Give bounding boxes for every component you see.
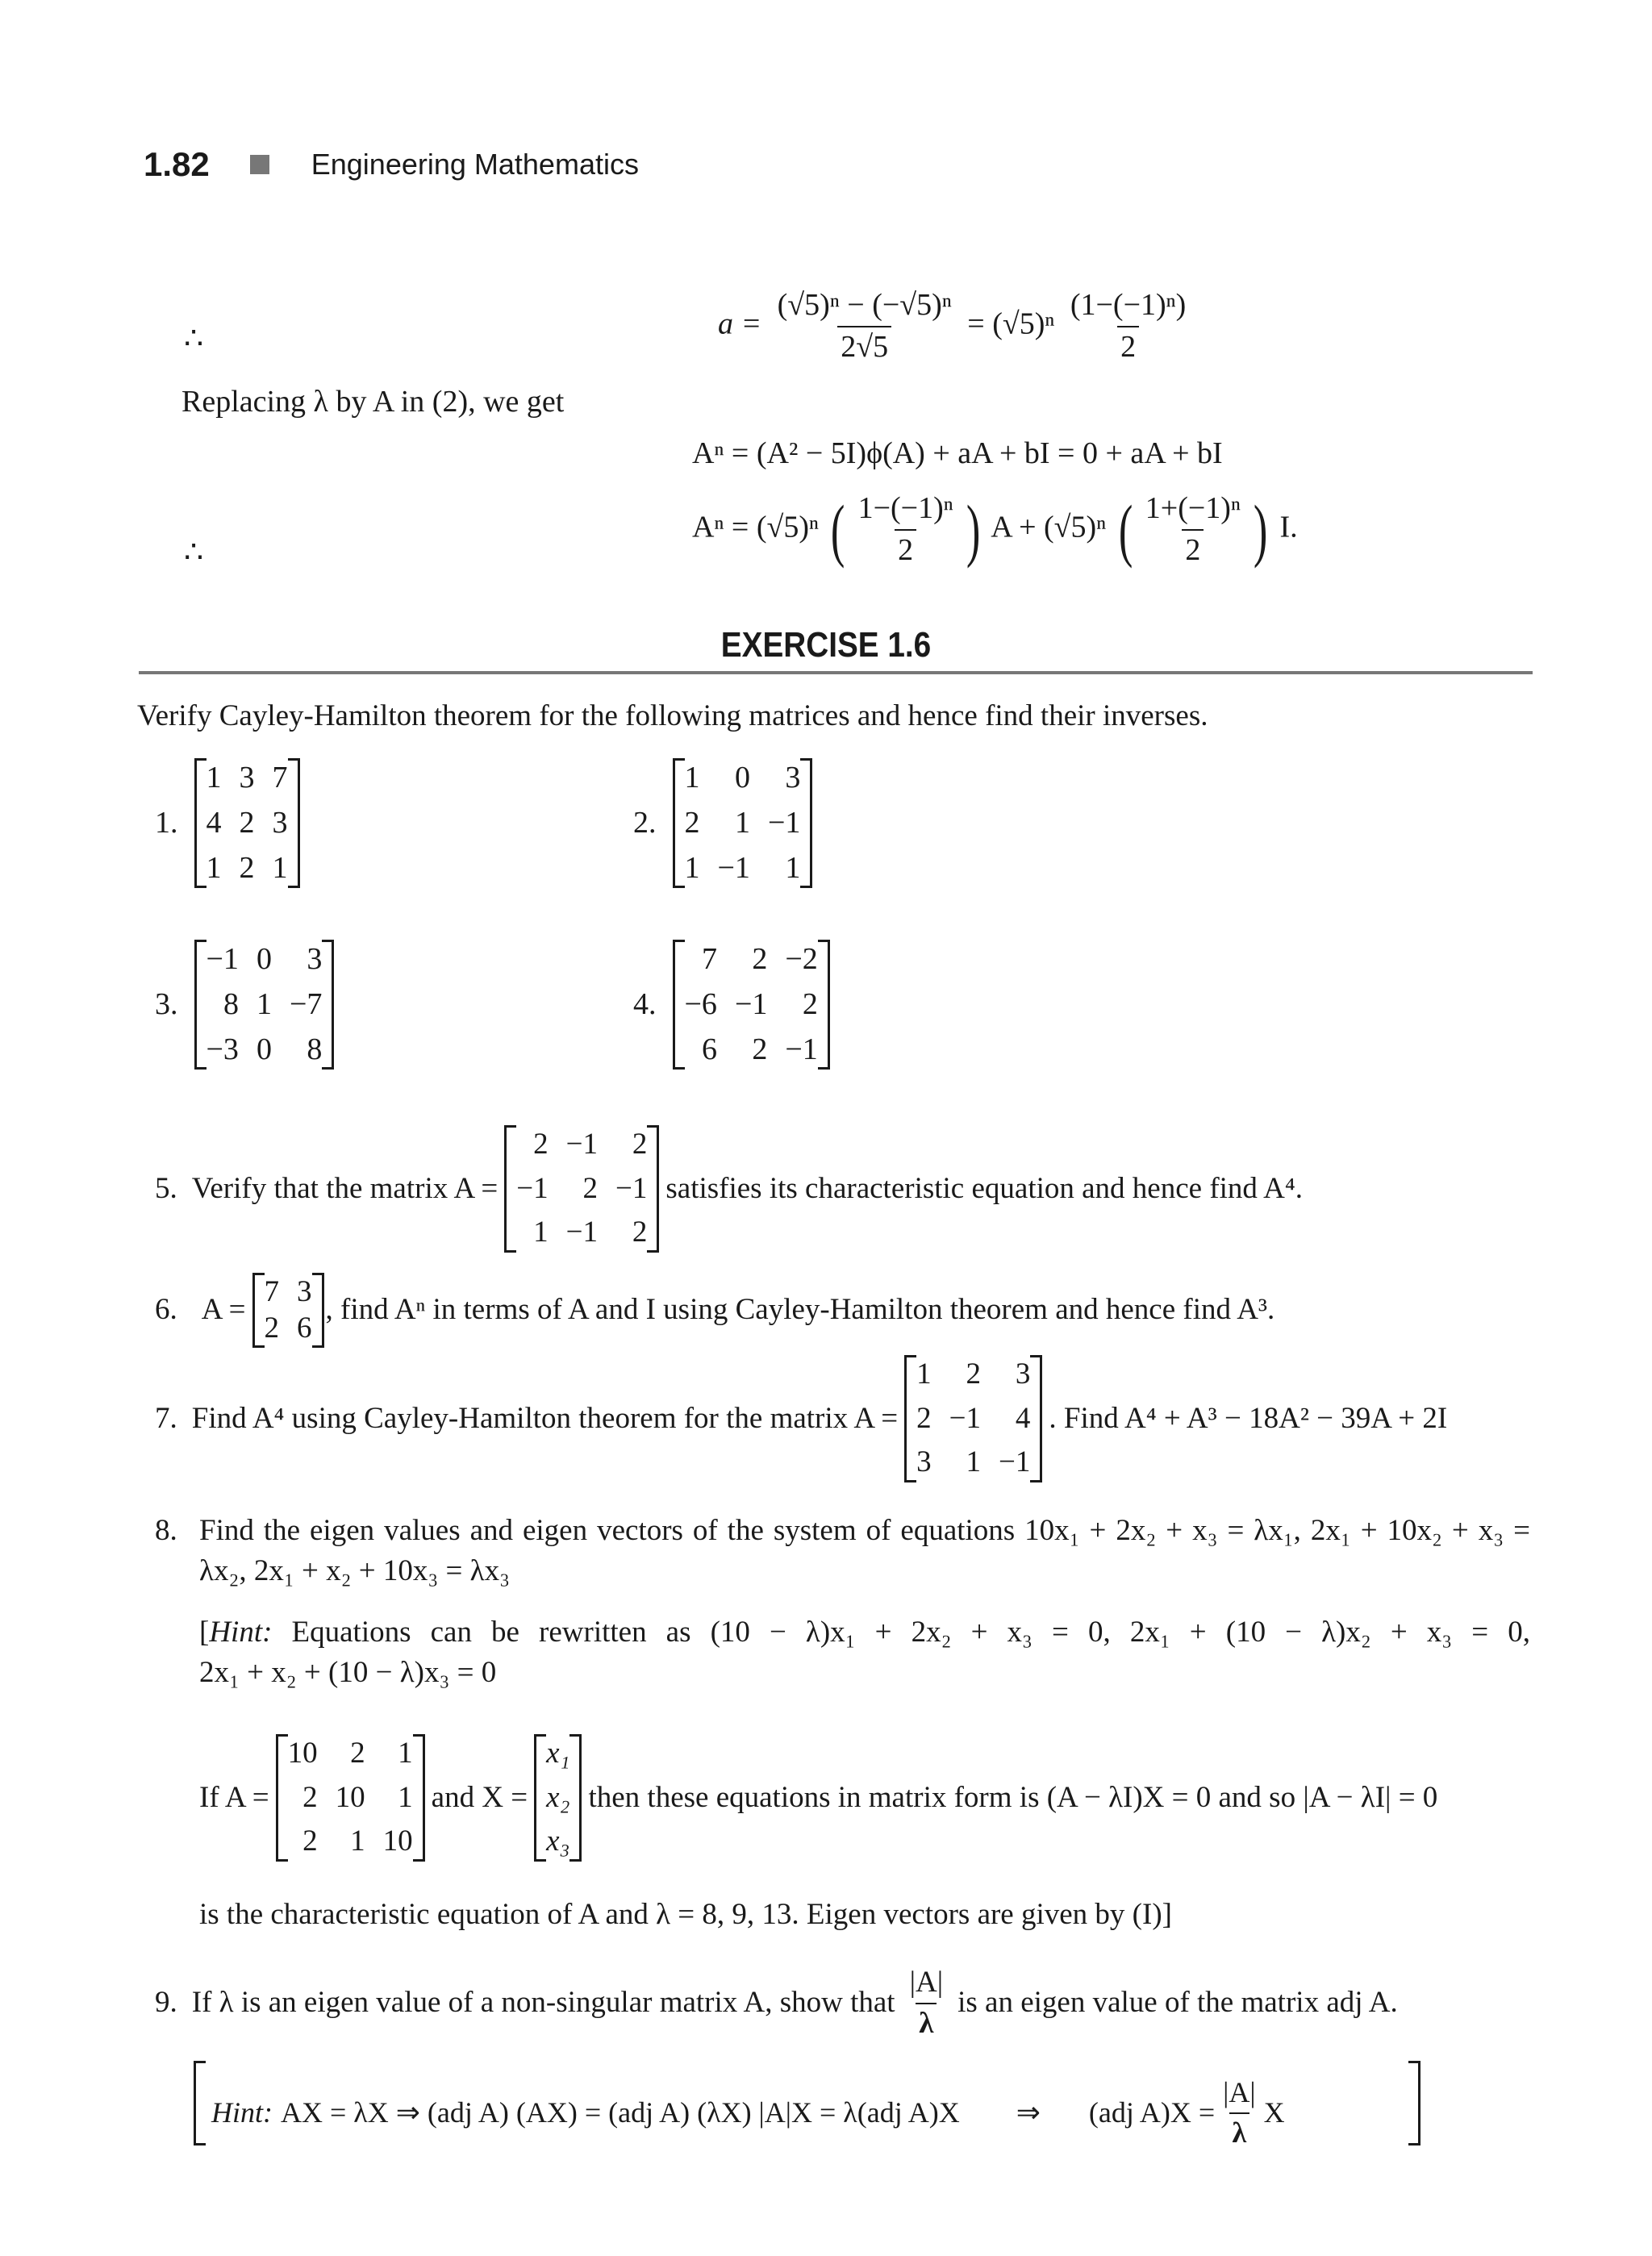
equation-an-1: Aⁿ = (A² − 5I)ϕ(A) + aA + bI = 0 + aA + bI xyxy=(692,436,1223,470)
q8-number: 8. xyxy=(155,1514,177,1547)
q8-matrix-x xyxy=(534,1734,582,1862)
matrix-cell: 2 xyxy=(350,1737,365,1770)
replacing-text: Replacing λ by A in (2), we get xyxy=(181,385,565,419)
an2-frac1-num: 1−(−1)ⁿ xyxy=(857,491,953,525)
matrix-cell: 8 xyxy=(223,986,239,1021)
q8-matrix-a xyxy=(276,1734,425,1862)
question-9 xyxy=(155,1966,1398,2040)
matrix-cell: 10 xyxy=(335,1780,365,1814)
q8-if-a: If A = xyxy=(199,1780,269,1814)
matrix-cell: 7 xyxy=(272,761,288,794)
matrix-cell: 2 xyxy=(302,1824,318,1858)
matrix-cell: 2 xyxy=(966,1357,982,1391)
q9-result-den: λ xyxy=(1229,2112,1250,2150)
therefore-symbol-2: ∴ xyxy=(184,536,204,569)
matrix-cell: 1 xyxy=(785,850,801,885)
q9-implies: ⇒ xyxy=(1016,2095,1041,2129)
matrix-cell: 8 xyxy=(307,1032,323,1066)
matrix-cell: 1 xyxy=(256,986,272,1021)
an2-end: I. xyxy=(1279,510,1298,544)
q8-hint-line2: 2x₁ + x₂ + (10 − λ)x₃ = 0 xyxy=(199,1656,497,1689)
q9-hint-label: Hint: xyxy=(211,2095,273,2129)
matrix-cell: 2 xyxy=(239,850,255,885)
matrix-cell: −1 xyxy=(206,942,239,976)
matrix-cell: 0 xyxy=(256,1032,272,1066)
matrix-cell: −1 xyxy=(516,1171,549,1205)
q8-hint-label: Hint: xyxy=(209,1616,273,1649)
exercise-intro: Verify Cayley-Hamilton theorem for the following matrices and hence find their inverses. xyxy=(137,699,1208,732)
matrix-cell: −6 xyxy=(684,986,717,1021)
matrix-cell: 4 xyxy=(1015,1401,1031,1435)
matrix-cell: 1 xyxy=(684,850,700,885)
an2-paren-2 xyxy=(1114,492,1272,568)
matrix-cell: 2 xyxy=(916,1401,932,1435)
matrix-cell: 1 xyxy=(350,1824,365,1858)
matrix-cell: −1 xyxy=(717,850,750,885)
matrix-cell: 1 xyxy=(398,1780,413,1814)
q9-result-lhs: (adj A)X = xyxy=(1088,2095,1216,2129)
matrix-cell: 2 xyxy=(533,1128,549,1161)
q9-fraction xyxy=(907,1966,947,2040)
matrix-cell: 1 xyxy=(533,1216,549,1249)
q9-frac-num: |A| xyxy=(909,1966,944,1999)
matrix-cell: 3 xyxy=(1015,1357,1031,1391)
a-lhs: a = xyxy=(718,306,762,341)
matrix-cell: x₁ xyxy=(546,1737,570,1770)
q9-hint xyxy=(211,2077,1285,2149)
q9-result-fraction xyxy=(1220,2077,1258,2149)
a-fraction-2-numerator: (1−(−1)ⁿ) xyxy=(1070,288,1187,322)
matrix-cell: 3 xyxy=(297,1275,312,1308)
q7-pre: Find A⁴ using Cayley-Hamilton theorem for the matrix A = xyxy=(191,1401,899,1435)
q9-result-rhs: X xyxy=(1263,2095,1285,2129)
q4-number: 4. xyxy=(633,986,657,1021)
book-title: Engineering Mathematics xyxy=(311,148,639,181)
q2-number: 2. xyxy=(633,805,657,840)
matrix-cell: 3 xyxy=(916,1445,932,1479)
matrix-cell: 2 xyxy=(582,1171,598,1205)
q1-number: 1. xyxy=(155,805,178,840)
q5-matrix xyxy=(504,1125,659,1253)
q8-matrix-form xyxy=(199,1734,1437,1862)
q5-number: 5. xyxy=(155,1171,177,1205)
a-fraction-2 xyxy=(1067,289,1189,365)
q9-result-num: |A| xyxy=(1223,2076,1256,2108)
matrix-cell: 2 xyxy=(264,1311,280,1345)
matrix-cell: 3 xyxy=(239,761,255,794)
matrix-cell: 7 xyxy=(701,942,717,976)
header-square-icon xyxy=(250,155,269,174)
q8-line2: λx₂, 2x₁ + x₂ + 10x₃ = λx₃ xyxy=(199,1554,510,1587)
matrix-cell: 2 xyxy=(802,986,818,1021)
question-7 xyxy=(155,1355,1447,1482)
matrix-cell: 2 xyxy=(632,1128,648,1161)
matrix-cell: −1 xyxy=(999,1445,1031,1479)
q5-post: satisfies its characteristic equation and hence find A⁴. xyxy=(665,1171,1304,1205)
q4-matrix xyxy=(673,940,830,1070)
left-paren: ( xyxy=(1118,490,1133,569)
q7-post: . Find A⁴ + A³ − 18A² − 39A + 2I xyxy=(1049,1401,1448,1435)
an2-fraction-2 xyxy=(1142,492,1244,568)
matrix-cell: −1 xyxy=(565,1216,598,1249)
q3-matrix xyxy=(194,940,335,1070)
an2-fraction-1 xyxy=(855,492,957,568)
matrix-cell: 1 xyxy=(916,1357,932,1391)
an2-paren-1 xyxy=(826,492,984,568)
q5-pre: Verify that the matrix A = xyxy=(191,1171,499,1205)
matrix-cell: 10 xyxy=(287,1737,318,1770)
matrix-cell: 2 xyxy=(239,805,255,840)
q7-matrix xyxy=(904,1355,1042,1482)
matrix-cell: 3 xyxy=(307,942,323,976)
q7-number: 7. xyxy=(155,1401,177,1435)
matrix-cell: 6 xyxy=(297,1311,312,1345)
matrix-cell: −7 xyxy=(289,986,323,1021)
q9-number: 9. xyxy=(155,1986,177,2020)
q8-and-x: and X = xyxy=(431,1780,528,1814)
equation-an-2 xyxy=(692,492,1298,568)
question-2 xyxy=(633,758,819,888)
equation-a xyxy=(718,289,1194,365)
matrix-cell: 3 xyxy=(785,761,801,794)
an2-frac2-den: 2 xyxy=(1182,529,1204,568)
matrix-cell: x₃ xyxy=(546,1824,570,1858)
matrix-cell: 2 xyxy=(632,1216,648,1249)
q6-post: , find Aⁿ in terms of A and I using Cayley-Hamilton theorem and hence find A³. xyxy=(325,1293,1275,1327)
a-equals: = (√5)ⁿ xyxy=(967,306,1055,341)
q6-pre: A = xyxy=(201,1293,246,1327)
q9-frac-den: λ xyxy=(916,2003,937,2041)
a-numerator: (√5)ⁿ − (−√5)ⁿ xyxy=(777,288,952,322)
matrix-cell: 1 xyxy=(734,805,750,840)
matrix-cell: 1 xyxy=(398,1737,413,1770)
q6-number: 6. xyxy=(155,1293,177,1327)
matrix-cell: 6 xyxy=(701,1032,717,1066)
matrix-cell: 1 xyxy=(684,761,700,794)
matrix-cell: −2 xyxy=(785,942,818,976)
page-number: 1.82 xyxy=(144,145,210,183)
matrix-cell: 1 xyxy=(272,850,288,885)
an2-frac2-num: 1+(−1)ⁿ xyxy=(1145,491,1241,525)
q1-matrix xyxy=(194,758,300,888)
question-5 xyxy=(155,1125,1303,1253)
matrix-cell: −1 xyxy=(734,986,768,1021)
a-denominator: 2√5 xyxy=(837,326,891,365)
right-paren: ) xyxy=(1253,490,1268,569)
q2-matrix xyxy=(673,758,813,888)
q8-hint-line1: [Hint: Equations can be rewritten as (10 − λ)x₁ + 2x₂ + x₃ = 0, 2x₁ + (10 − λ)x₂ + x₃ = 0, xyxy=(199,1616,1530,1649)
matrix-cell: 2 xyxy=(684,805,700,840)
matrix-cell: x₂ xyxy=(546,1780,570,1814)
running-header xyxy=(144,145,639,184)
q9-post: is an eigen value of the matrix adj A. xyxy=(957,1986,1398,2020)
therefore-symbol-1: ∴ xyxy=(184,322,204,356)
an2-frac1-den: 2 xyxy=(895,529,916,568)
question-4 xyxy=(633,940,836,1070)
question-3 xyxy=(155,940,340,1070)
left-paren: ( xyxy=(831,490,845,569)
q8-hint-text: Equations can be rewritten as (10 − λ)x₁ + 2x₂ + x₃ = 0, 2x₁ + (10 − λ)x₂ + x₃ = 0, xyxy=(291,1616,1530,1649)
a-fraction xyxy=(774,289,955,365)
q9-hint-body: AX = λX ⇒ (adj A) (AX) = (adj A) (λX) |A|X = λ(adj A)X xyxy=(281,2095,960,2129)
matrix-cell: −1 xyxy=(565,1128,598,1161)
matrix-cell: 2 xyxy=(752,1032,768,1066)
matrix-cell: 2 xyxy=(302,1780,318,1814)
right-paren: ) xyxy=(966,490,981,569)
matrix-cell: 2 xyxy=(752,942,768,976)
matrix-cell: 1 xyxy=(966,1445,982,1479)
matrix-cell: 1 xyxy=(206,761,222,794)
q3-number: 3. xyxy=(155,986,178,1021)
matrix-cell: 0 xyxy=(734,761,750,794)
matrix-cell: −1 xyxy=(615,1171,648,1205)
matrix-cell: 0 xyxy=(256,942,272,976)
question-6 xyxy=(155,1273,1274,1348)
q8-then-text: then these equations in matrix form is (A − λI)X = 0 and so |A − λI| = 0 xyxy=(588,1780,1438,1814)
q8-line1: Find the eigen values and eigen vectors of the system of equations 10x₁ + 2x₂ + x₃ = λx₁, 2x₁ + 10x₂ + x₃ = xyxy=(199,1514,1530,1547)
matrix-cell: 10 xyxy=(382,1824,413,1858)
matrix-cell: 4 xyxy=(206,805,222,840)
matrix-cell: −3 xyxy=(206,1032,239,1066)
question-1 xyxy=(155,758,307,888)
exercise-title: EXERCISE 1.6 xyxy=(720,625,932,665)
matrix-cell: −1 xyxy=(949,1401,982,1435)
q8-conclusion: is the characteristic equation of A and λ = 8, 9, 13. Eigen vectors are given by (I)] xyxy=(199,1898,1172,1931)
an2-mid: A + (√5)ⁿ xyxy=(991,510,1107,544)
exercise-rule xyxy=(139,671,1533,674)
matrix-cell: 7 xyxy=(264,1275,280,1308)
q9-pre: If λ is an eigen value of a non-singular matrix A, show that xyxy=(191,1986,895,2020)
matrix-cell: 1 xyxy=(206,850,222,885)
q6-matrix xyxy=(252,1273,324,1348)
matrix-cell: −1 xyxy=(785,1032,818,1066)
a-fraction-2-denominator: 2 xyxy=(1117,326,1139,365)
matrix-cell: 3 xyxy=(272,805,288,840)
matrix-cell: −1 xyxy=(767,805,801,840)
an2-lhs: Aⁿ = (√5)ⁿ xyxy=(692,510,819,544)
